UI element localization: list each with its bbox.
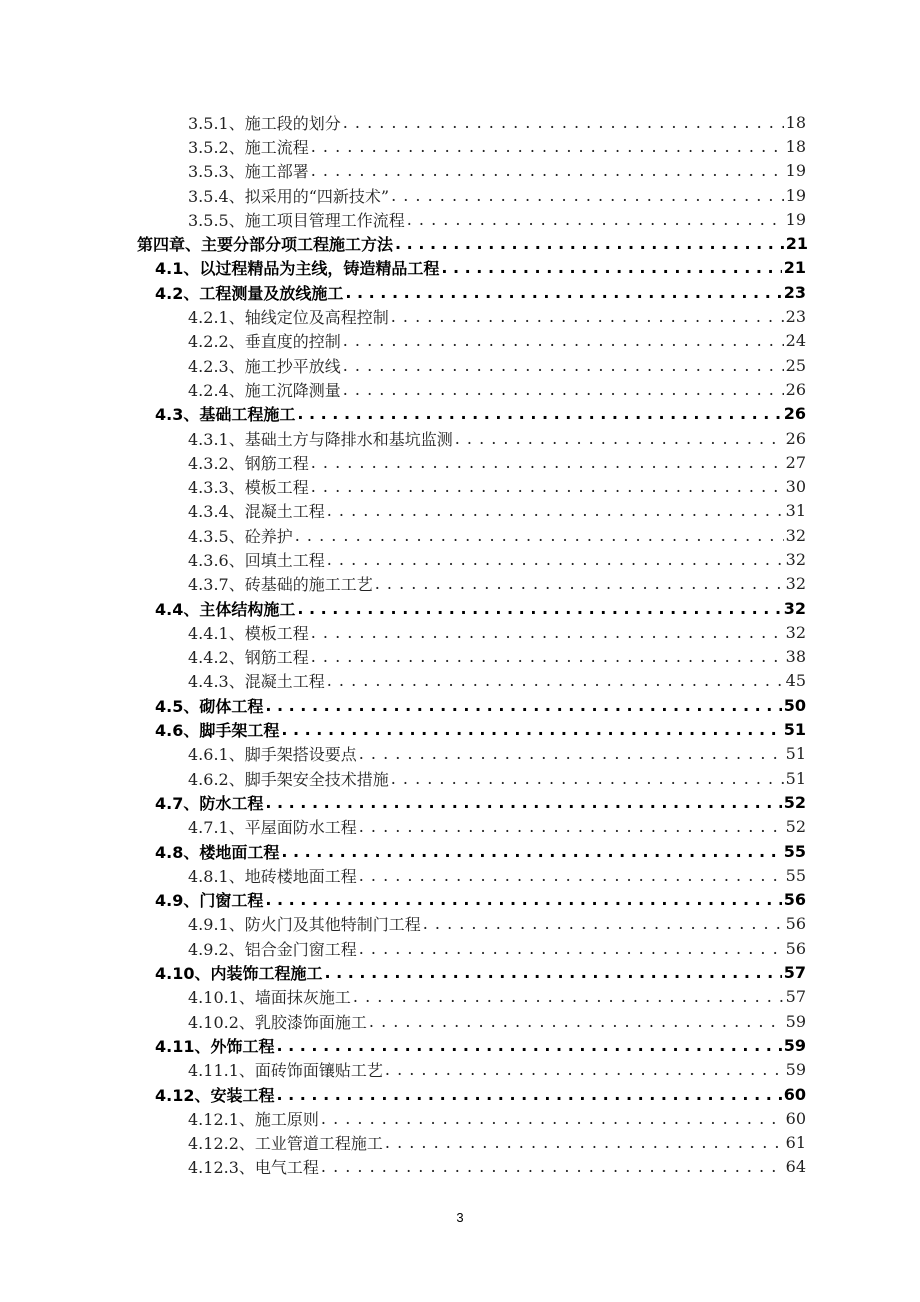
toc-entry-page: 26 <box>783 404 806 424</box>
toc-entry[interactable] <box>0 620 920 644</box>
toc-dot-leader <box>295 526 784 545</box>
toc-entry[interactable] <box>0 960 920 984</box>
toc-entry-page: 26 <box>785 428 806 448</box>
toc-entry-title: 4.9.1、防火门及其他特制门工程 <box>188 915 421 935</box>
toc-entry[interactable] <box>0 766 920 790</box>
toc-entry[interactable] <box>0 596 920 620</box>
toc-entry-page: 32 <box>785 622 806 642</box>
toc-entry-title: 4.2.4、施工沉降测量 <box>188 380 341 400</box>
toc-entry[interactable] <box>0 1082 920 1106</box>
toc-entry-title: 4.12.1、施工原则 <box>188 1109 319 1129</box>
toc-entry[interactable] <box>0 377 920 401</box>
toc-entry[interactable] <box>0 985 920 1009</box>
toc-entry-title: 3.5.5、施工项目管理工作流程 <box>188 210 405 230</box>
toc-entry-title: 4.3、基础工程施工 <box>155 405 296 425</box>
toc-entry-page: 59 <box>785 1011 806 1031</box>
toc-entry[interactable] <box>0 280 920 304</box>
toc-dot-leader <box>327 671 784 690</box>
toc-entry[interactable] <box>0 256 920 280</box>
toc-entry-page: 26 <box>785 379 806 399</box>
toc-dot-leader <box>276 1085 781 1104</box>
toc-dot-leader <box>311 453 784 472</box>
toc-entry[interactable] <box>0 717 920 741</box>
toc-entry[interactable] <box>0 912 920 936</box>
toc-entry[interactable] <box>0 888 920 912</box>
toc-dot-leader <box>297 599 781 618</box>
toc-entry-title: 4.5、砌体工程 <box>155 696 264 716</box>
toc-entry-page: 56 <box>785 914 806 934</box>
toc-entry[interactable] <box>0 159 920 183</box>
toc-entry-page: 19 <box>785 209 806 229</box>
toc-entry-title: 4.12.2、工业管道工程施工 <box>188 1134 383 1154</box>
toc-dot-leader <box>311 647 784 666</box>
toc-entry-title: 4.1、以过程精品为主线，铸造精品工程 <box>155 259 440 279</box>
toc-entry-page: 27 <box>785 452 806 472</box>
toc-dot-leader <box>327 550 784 569</box>
toc-dot-leader <box>391 307 784 326</box>
toc-dot-leader <box>385 1060 784 1079</box>
toc-entry-page: 50 <box>783 695 806 715</box>
toc-dot-leader <box>281 720 781 739</box>
toc-dot-leader <box>359 817 784 836</box>
toc-entry[interactable] <box>0 693 920 717</box>
toc-dot-leader <box>455 429 784 448</box>
toc-dot-leader <box>327 501 784 520</box>
toc-entry-page: 32 <box>785 549 806 569</box>
toc-entry-title: 4.2.3、施工抄平放线 <box>188 356 341 376</box>
toc-entry[interactable] <box>0 1058 920 1082</box>
toc-entry[interactable] <box>0 1130 920 1154</box>
toc-dot-leader <box>407 210 784 229</box>
toc-entry-page: 60 <box>785 1108 806 1128</box>
toc-entry-page: 52 <box>783 792 806 812</box>
toc-entry-page: 23 <box>785 307 806 327</box>
toc-dot-leader <box>343 380 784 399</box>
toc-entry[interactable] <box>0 207 920 231</box>
toc-dot-leader <box>311 623 784 642</box>
toc-entry-page: 51 <box>783 720 806 740</box>
toc-entry-title: 4.3.5、砼养护 <box>188 526 293 546</box>
toc-dot-leader <box>297 404 781 423</box>
toc-entry-page: 32 <box>785 574 806 594</box>
toc-entry[interactable] <box>0 1033 920 1057</box>
toc-entry-page: 38 <box>785 647 806 667</box>
toc-entry-page: 19 <box>785 185 806 205</box>
toc-entry-page: 18 <box>785 136 806 156</box>
toc-entry-title: 4.4.2、钢筋工程 <box>188 648 309 668</box>
toc-dot-leader <box>391 769 784 788</box>
toc-entry[interactable] <box>0 742 920 766</box>
toc-dot-leader <box>359 744 784 763</box>
toc-entry-title: 4.7、防水工程 <box>155 793 264 813</box>
toc-entry[interactable] <box>0 669 920 693</box>
toc-entry-page: 45 <box>785 671 806 691</box>
toc-dot-leader <box>375 574 784 593</box>
toc-entry[interactable] <box>0 499 920 523</box>
toc-entry-page: 55 <box>785 865 806 885</box>
toc-dot-leader <box>265 890 781 909</box>
toc-entry[interactable] <box>0 426 920 450</box>
toc-dot-leader <box>343 113 784 132</box>
toc-dot-leader <box>343 331 784 350</box>
toc-entry-title: 4.3.2、钢筋工程 <box>188 453 309 473</box>
toc-dot-leader <box>321 1157 784 1176</box>
toc-entry[interactable] <box>0 183 920 207</box>
toc-entry-page: 19 <box>785 161 806 181</box>
toc-dot-leader <box>395 234 784 253</box>
toc-entry-page: 21 <box>783 258 806 278</box>
toc-entry-title: 4.3.6、回填土工程 <box>188 550 325 570</box>
toc-entry[interactable] <box>0 523 920 547</box>
toc-entry[interactable] <box>0 1155 920 1179</box>
toc-entry[interactable] <box>0 839 920 863</box>
toc-entry-title: 4.12.3、电气工程 <box>188 1158 319 1178</box>
toc-entry[interactable] <box>0 329 920 353</box>
toc-dot-leader <box>321 1109 784 1128</box>
toc-entry-page: 25 <box>785 355 806 375</box>
toc-entry-page: 23 <box>783 282 806 302</box>
toc-dot-leader <box>324 963 781 982</box>
toc-entry-page: 57 <box>783 963 806 983</box>
toc-dot-leader <box>391 186 784 205</box>
toc-entry-title: 4.6.2、脚手架安全技术措施 <box>188 769 389 789</box>
toc-entry-page: 51 <box>785 744 806 764</box>
toc-entry-page: 21 <box>785 234 808 254</box>
toc-entry-title: 4.11、外饰工程 <box>155 1036 275 1056</box>
toc-entry[interactable] <box>0 304 920 328</box>
toc-entry-title: 3.5.4、拟采用的“四新技术” <box>188 186 390 206</box>
toc-entry-page: 24 <box>785 331 806 351</box>
toc-entry-page: 30 <box>785 477 806 497</box>
toc-entry-page: 64 <box>785 1157 806 1177</box>
toc-entry-page: 59 <box>783 1035 806 1055</box>
toc-dot-leader <box>265 793 781 812</box>
toc-entry[interactable] <box>0 815 920 839</box>
toc-dot-leader <box>369 1012 784 1031</box>
toc-entry-page: 57 <box>785 987 806 1007</box>
toc-entry-page: 61 <box>785 1133 806 1153</box>
toc-entry-page: 31 <box>785 501 806 521</box>
toc-entry-title: 4.3.4、混凝土工程 <box>188 502 325 522</box>
toc-entry-page: 18 <box>785 112 806 132</box>
toc-entry-page: 56 <box>783 890 806 910</box>
table-of-contents <box>0 110 920 1179</box>
toc-dot-leader <box>423 914 784 933</box>
toc-entry-title: 4.12、安装工程 <box>155 1085 275 1105</box>
toc-entry[interactable] <box>0 231 920 255</box>
toc-dot-leader <box>359 939 784 958</box>
toc-entry-title: 4.10、内装饰工程施工 <box>155 964 323 984</box>
toc-entry-title: 4.10.2、乳胶漆饰面施工 <box>188 1012 367 1032</box>
toc-dot-leader <box>441 258 781 277</box>
toc-entry[interactable] <box>0 645 920 669</box>
toc-entry-page: 52 <box>785 817 806 837</box>
toc-entry-title: 4.3.3、模板工程 <box>188 478 309 498</box>
toc-entry-page: 56 <box>785 938 806 958</box>
toc-entry-title: 4.4.3、混凝土工程 <box>188 672 325 692</box>
toc-entry[interactable] <box>0 863 920 887</box>
toc-entry-page: 32 <box>785 525 806 545</box>
toc-dot-leader <box>311 161 784 180</box>
toc-entry-title: 4.3.1、基础土方与降排水和基坑监测 <box>188 429 453 449</box>
toc-entry-title: 4.7.1、平屋面防水工程 <box>188 818 357 838</box>
toc-entry-title: 4.2.1、轴线定位及高程控制 <box>188 308 389 328</box>
page-number: 3 <box>456 1210 464 1225</box>
toc-entry[interactable] <box>0 547 920 571</box>
toc-entry-title: 4.8.1、地砖楼地面工程 <box>188 866 357 886</box>
toc-entry-title: 第四章、主要分部分项工程施工方法 <box>137 235 394 255</box>
toc-entry-title: 4.9.2、铝合金门窗工程 <box>188 939 357 959</box>
toc-dot-leader <box>265 696 781 715</box>
toc-entry-title: 4.6.1、脚手架搭设要点 <box>188 745 357 765</box>
toc-entry[interactable] <box>0 134 920 158</box>
toc-entry-title: 3.5.2、施工流程 <box>188 137 309 157</box>
toc-entry-title: 4.8、楼地面工程 <box>155 842 280 862</box>
toc-entry[interactable] <box>0 402 920 426</box>
toc-entry-page: 60 <box>783 1084 806 1104</box>
toc-entry[interactable] <box>0 353 920 377</box>
toc-dot-leader <box>276 1036 781 1055</box>
toc-entry-title: 4.4、主体结构施工 <box>155 599 296 619</box>
toc-entry-page: 32 <box>783 598 806 618</box>
toc-entry[interactable] <box>0 1009 920 1033</box>
toc-entry[interactable] <box>0 450 920 474</box>
toc-entry-title: 4.9、门窗工程 <box>155 891 264 911</box>
toc-dot-leader <box>345 283 781 302</box>
toc-entry[interactable] <box>0 474 920 498</box>
toc-entry-title: 4.11.1、面砖饰面镶贴工艺 <box>188 1061 383 1081</box>
toc-entry-page: 55 <box>783 841 806 861</box>
toc-entry[interactable] <box>0 110 920 134</box>
toc-entry-title: 4.10.1、墙面抹灰施工 <box>188 988 351 1008</box>
toc-dot-leader <box>359 866 784 885</box>
toc-dot-leader <box>353 987 784 1006</box>
toc-entry-title: 4.6、脚手架工程 <box>155 721 280 741</box>
toc-entry[interactable] <box>0 936 920 960</box>
toc-entry-page: 51 <box>785 768 806 788</box>
toc-entry-title: 4.2.2、垂直度的控制 <box>188 332 341 352</box>
toc-entry[interactable] <box>0 790 920 814</box>
toc-entry-title: 4.4.1、模板工程 <box>188 623 309 643</box>
toc-dot-leader <box>281 842 781 861</box>
toc-entry[interactable] <box>0 572 920 596</box>
toc-dot-leader <box>311 477 784 496</box>
toc-entry-title: 3.5.1、施工段的划分 <box>188 113 341 133</box>
toc-entry-title: 4.2、工程测量及放线施工 <box>155 283 344 303</box>
toc-entry-page: 59 <box>785 1060 806 1080</box>
toc-entry-title: 3.5.3、施工部署 <box>188 162 309 182</box>
toc-dot-leader <box>311 137 784 156</box>
toc-dot-leader <box>343 356 784 375</box>
toc-dot-leader <box>385 1133 784 1152</box>
toc-entry-title: 4.3.7、砖基础的施工工艺 <box>188 575 373 595</box>
toc-entry[interactable] <box>0 1106 920 1130</box>
